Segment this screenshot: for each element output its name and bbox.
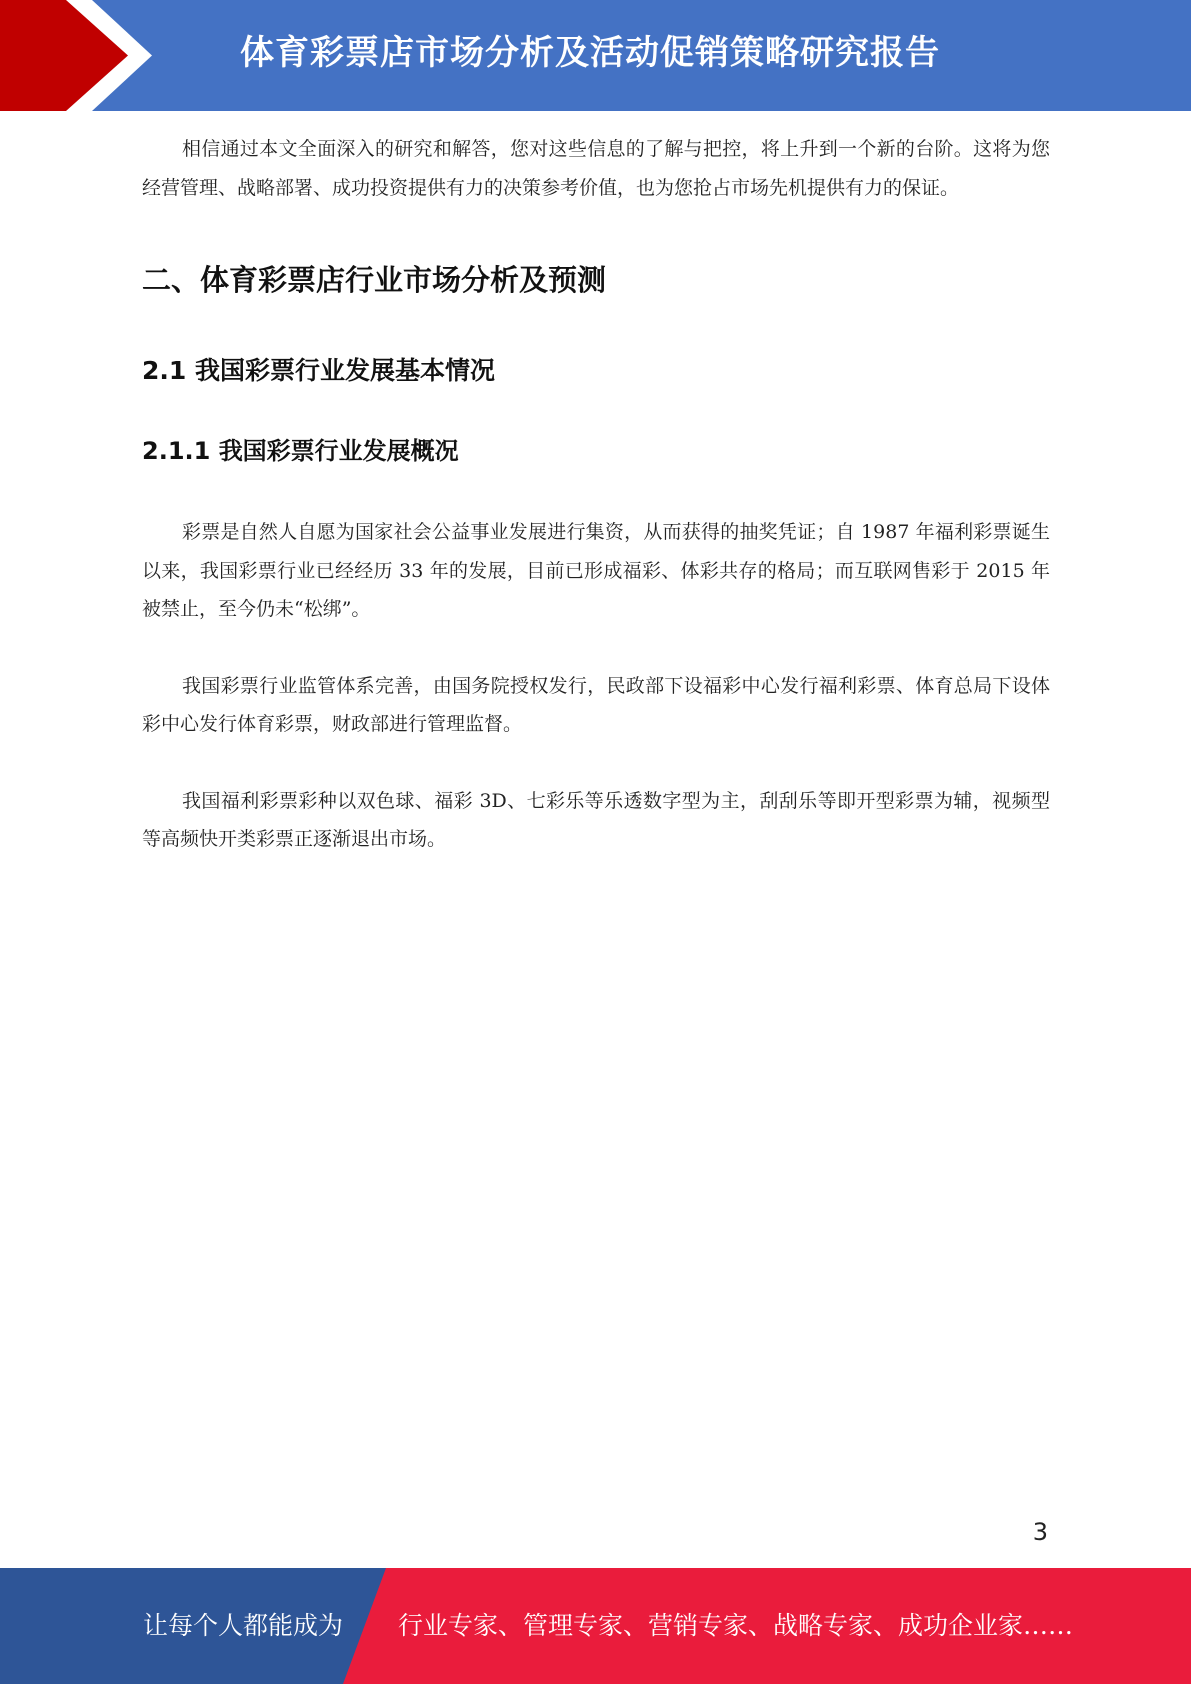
report-title: 体育彩票店市场分析及活动促销策略研究报告 (240, 33, 940, 73)
subsection-heading: 2.1 我国彩票行业发展基本情况 (142, 356, 495, 385)
header-chevron-decoration (0, 0, 160, 111)
body-paragraph-1: 彩票是自然人自愿为国家社会公益事业发展进行集资，从而获得的抽奖凭证；自 1987 年福利彩票诞生以来，我国彩票行业已经经历 33 年的发展，目前已形成福彩、体彩共存的格局；而互联网售彩于 2015 年被禁止，至今仍未“松绑”。 (142, 521, 1050, 620)
footer-slogan: 让每个人都能成为 (143, 1611, 344, 1640)
footer-roles: 行业专家、管理专家、营销专家、战略专家、成功企业家…… (398, 1611, 1074, 1640)
page-number: 3 (1032, 1518, 1048, 1546)
document-body (142, 130, 1050, 859)
body-paragraph-2: 我国彩票行业监管体系完善，由国务院授权发行，民政部下设福彩中心发行福利彩票、体育总局下设体彩中心发行体育彩票，财政部进行管理监督。 (142, 674, 1050, 735)
body-paragraph-3: 我国福利彩票彩种以双色球、福彩 3D、七彩乐等乐透数字型为主，刮刮乐等即开型彩票为辅，视频型等高频快开类彩票正逐渐退出市场。 (142, 789, 1050, 850)
intro-paragraph: 相信通过本文全面深入的研究和解答，您对这些信息的了解与把控，将上升到一个新的台阶。这将为您经营管理、战略部署、成功投资提供有力的决策参考价值，也为您抢占市场先机提供有力的保证。 (142, 138, 1050, 199)
section-heading: 二、体育彩票店行业市场分析及预测 (142, 263, 607, 297)
header-banner (0, 0, 1191, 111)
footer-banner (0, 1568, 1191, 1684)
subsubsection-heading: 2.1.1 我国彩票行业发展概况 (142, 437, 459, 465)
